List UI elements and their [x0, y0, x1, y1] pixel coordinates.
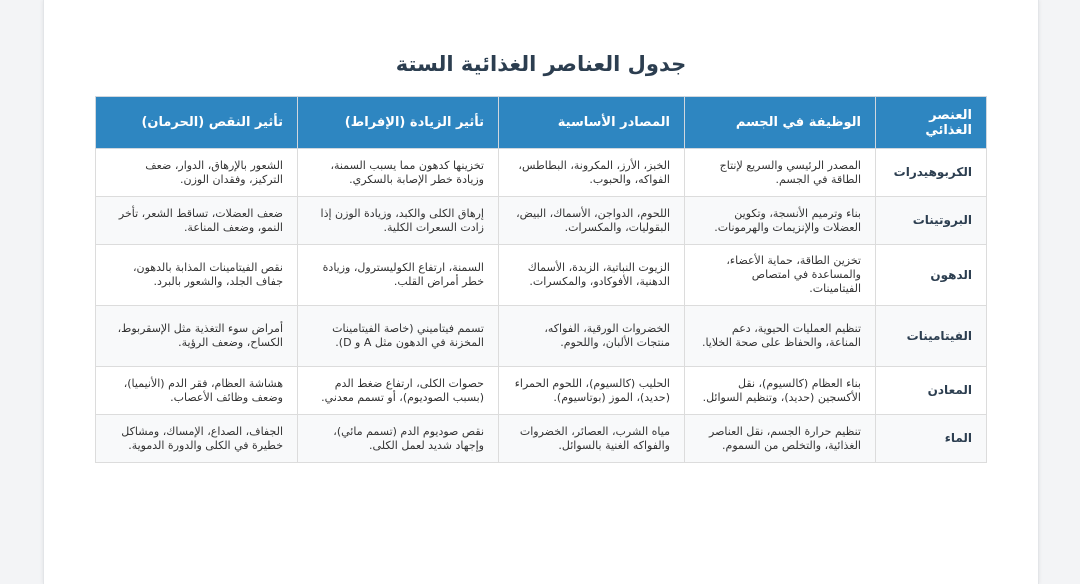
cell-sources: الزيوت النباتية، الزبدة، الأسماك الدهنية، الأفوكادو، والمكسرات.	[499, 245, 685, 306]
cell-function: بناء العظام (كالسيوم)، نقل الأكسجين (حديد)، وتنظيم السوائل.	[685, 367, 876, 415]
cell-function: تنظيم العمليات الحيوية، دعم المناعة، والحفاظ على صحة الخلايا.	[685, 306, 876, 367]
table-header-row	[96, 97, 987, 149]
cell-function: بناء وترميم الأنسجة، وتكوين العضلات والإنزيمات والهرمونات.	[685, 197, 876, 245]
table-row	[96, 245, 987, 306]
cell-function: تخزين الطاقة، حماية الأعضاء، والمساعدة في امتصاص الفيتامينات.	[685, 245, 876, 306]
cell-sources: اللحوم، الدواجن، الأسماك، البيض، البقوليات، والمكسرات.	[499, 197, 685, 245]
cell-nutrient: المعادن	[876, 367, 987, 415]
table-row	[96, 149, 987, 197]
table-row	[96, 197, 987, 245]
cell-deficiency: أمراض سوء التغذية مثل الإسقربوط، الكساح، وضعف الرؤية.	[96, 306, 298, 367]
table-row	[96, 415, 987, 463]
cell-sources: الحليب (كالسيوم)، اللحوم الحمراء (حديد)، الموز (بوتاسيوم).	[499, 367, 685, 415]
page-title: جدول العناصر الغذائية الستة	[395, 52, 687, 76]
cell-excess: إرهاق الكلى والكبد، وزيادة الوزن إذا زادت السعرات الكلية.	[298, 197, 499, 245]
cell-sources: مياه الشرب، العصائر، الخضروات والفواكه الغنية بالسوائل.	[499, 415, 685, 463]
cell-nutrient: البروتينات	[876, 197, 987, 245]
cell-deficiency: ضعف العضلات، تساقط الشعر، تأخر النمو، وضعف المناعة.	[96, 197, 298, 245]
cell-function: تنظيم حرارة الجسم، نقل العناصر الغذائية، والتخلص من السموم.	[685, 415, 876, 463]
header-function: الوظيفة في الجسم	[685, 97, 876, 149]
header-nutrient: العنصر الغذائي	[876, 97, 987, 149]
header-excess: تأثير الزيادة (الإفراط)	[298, 97, 499, 149]
cell-nutrient: الماء	[876, 415, 987, 463]
header-deficiency: تأثير النقص (الحرمان)	[96, 97, 298, 149]
cell-nutrient: الكربوهيدرات	[876, 149, 987, 197]
cell-excess: حصوات الكلى، ارتفاع ضغط الدم (بسبب الصوديوم)، أو تسمم معدني.	[298, 367, 499, 415]
document-page	[43, 0, 1039, 584]
table-row	[96, 306, 987, 367]
table-row	[96, 367, 987, 415]
cell-function: المصدر الرئيسي والسريع لإنتاج الطاقة في الجسم.	[685, 149, 876, 197]
cell-sources: الخبز، الأرز، المكرونة، البطاطس، الفواكه، والحبوب.	[499, 149, 685, 197]
header-sources: المصادر الأساسية	[499, 97, 685, 149]
cell-deficiency: نقص الفيتامينات المذابة بالدهون، جفاف الجلد، والشعور بالبرد.	[96, 245, 298, 306]
cell-sources: الخضروات الورقية، الفواكه، منتجات الألبان، واللحوم.	[499, 306, 685, 367]
nutrients-table	[95, 96, 987, 463]
cell-excess: تخزينها كدهون مما يسبب السمنة، وزيادة خطر الإصابة بالسكري.	[298, 149, 499, 197]
cell-deficiency: الجفاف، الصداع، الإمساك، ومشاكل خطيرة في الكلى والدورة الدموية.	[96, 415, 298, 463]
cell-deficiency: هشاشة العظام، فقر الدم (الأنيميا)، وضعف وظائف الأعصاب.	[96, 367, 298, 415]
cell-excess: نقص صوديوم الدم (تسمم مائي)، وإجهاد شديد لعمل الكلى.	[298, 415, 499, 463]
cell-nutrient: الدهون	[876, 245, 987, 306]
cell-nutrient: الفيتامينات	[876, 306, 987, 367]
cell-excess: السمنة، ارتفاع الكوليسترول، وزيادة خطر أمراض القلب.	[298, 245, 499, 306]
cell-deficiency: الشعور بالإرهاق، الدوار، ضعف التركيز، وفقدان الوزن.	[96, 149, 298, 197]
cell-excess: تسمم فيتاميني (خاصة الفيتامينات المخزنة في الدهون مثل A و D).	[298, 306, 499, 367]
